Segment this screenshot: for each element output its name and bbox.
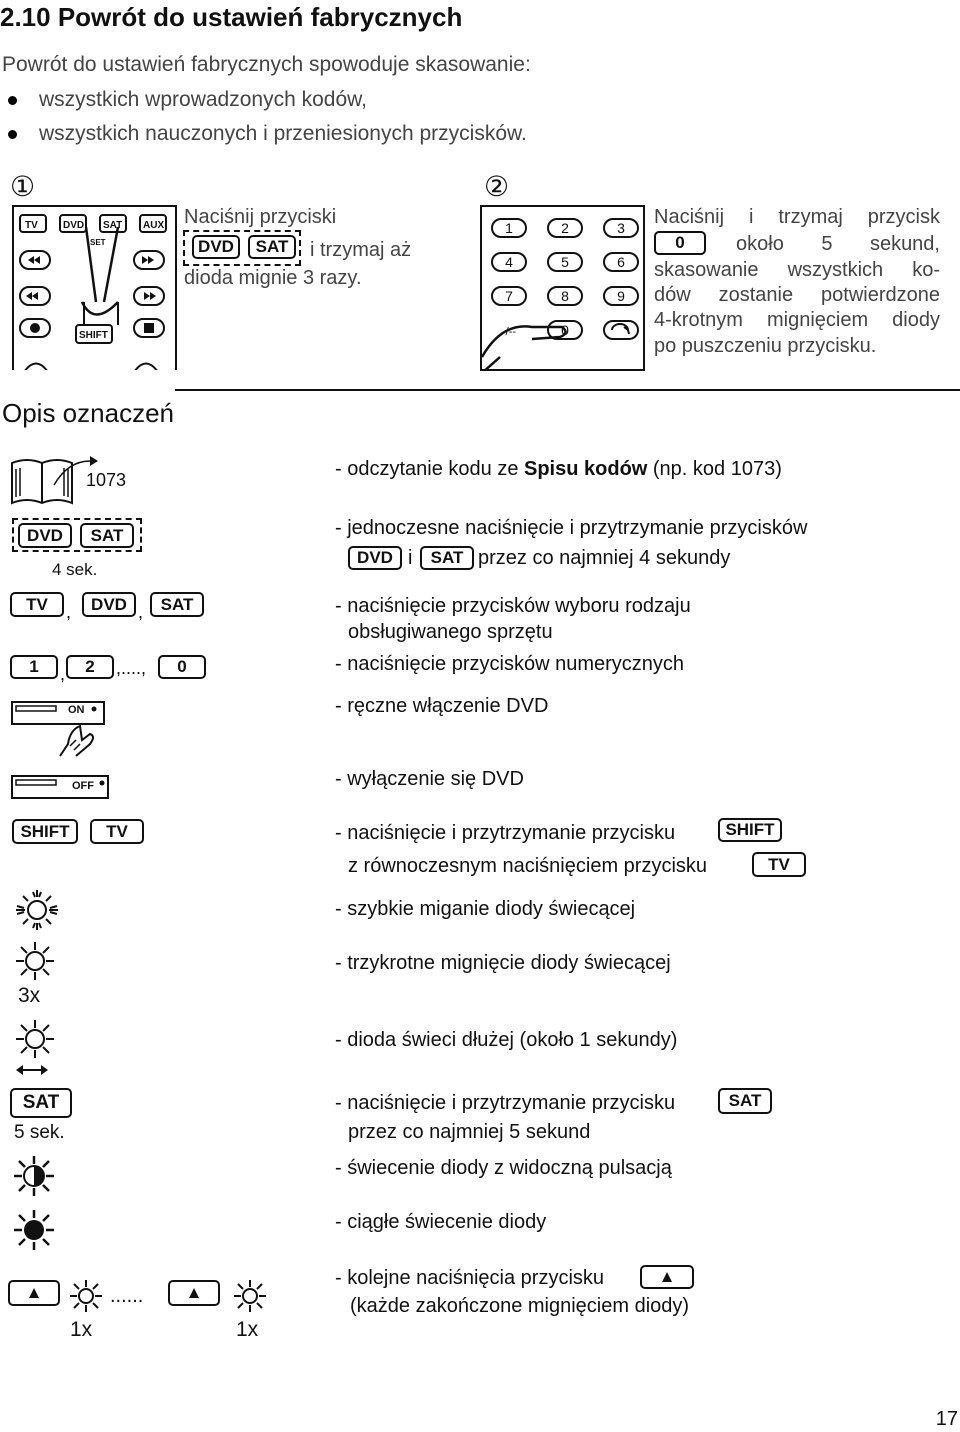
sat-key: SAT [80,523,134,548]
step1-line2: i trzymaj aż [310,239,412,261]
svg-text:2: 2 [561,220,569,236]
svg-text:-/--: -/-- [501,326,517,338]
count-caption: 1x [236,1318,259,1341]
page-number: 17 [935,1408,958,1430]
tv-key: TV [10,592,64,617]
step1-line3: dioda mignie 3 razy. [184,267,362,289]
bullet-item: wszystkich wprowadzonych kodów, [8,87,367,112]
legend-desc-4: - naciśnięcie przycisków numerycznych [335,653,685,675]
step1-line1: Naciśnij przyciski [184,206,337,228]
step2-line6: po puszczeniu przycisku. [654,335,877,357]
comma: , [138,602,144,622]
step2-line5: 4-krotnym mignięciem diody [654,309,940,331]
digit-0-key: 0 [158,655,206,679]
connector-text: i [408,547,413,569]
led-long-icon [14,1018,56,1060]
ellipsis: ,...., [116,658,147,678]
svg-text:7: 7 [505,288,513,304]
svg-text:SHIFT: SHIFT [79,330,108,341]
shift-key: SHIFT [718,818,782,842]
legend-desc-5: - ręczne włączenie DVD [335,695,549,717]
up-key: ▲ [8,1280,60,1306]
sat-key: SAT [420,546,474,570]
on-label: ON [68,704,85,716]
svg-text:5: 5 [561,254,569,270]
legend-desc-1: - odczytanie kodu ze Spisu kodów (np. kod 1073) [335,458,782,480]
digit-1-key: 1 [10,655,58,679]
step-marker-1: ① [10,171,36,202]
intro-text: Powrót do ustawień fabrycznych spowoduje skasowanie: [2,53,531,76]
duration-caption: 4 sek. [52,560,98,579]
svg-text:SET: SET [90,238,106,247]
tv-key: TV [752,852,806,877]
led-blink-icon [68,1278,104,1314]
duration-caption: 5 sek. [14,1122,65,1143]
dvd-key: DVD [82,592,136,617]
legend-desc-10: - dioda świeci dłużej (około 1 sekundy) [335,1029,678,1051]
svg-text:1: 1 [505,220,513,236]
step-marker-2: ② [484,171,510,202]
step2-line2: około 5 sekund, [736,233,940,255]
up-key: ▲ [640,1265,694,1289]
legend-desc-3b: obsługiwanego sprzętu [348,621,553,643]
led-pulse-icon [12,1154,56,1198]
count-caption: 3x [18,984,41,1007]
sat-key: SAT [10,1088,72,1118]
comma: , [60,664,66,684]
svg-text:TV: TV [25,220,38,231]
count-caption: 1x [70,1318,93,1341]
svg-text:8: 8 [561,288,569,304]
off-label: OFF [72,780,94,792]
bullet-item: wszystkich nauczonych i przeniesionych przycisków. [8,121,527,146]
dvd-key: DVD [348,546,402,570]
svg-text:AUX: AUX [143,220,165,231]
svg-text:6: 6 [617,254,625,270]
legend-desc-12: - świecenie diody z widoczną pulsacją [335,1157,672,1179]
legend-desc-9: - trzykrotne mignięcie diody świecącej [335,952,671,974]
sat-key: SAT [150,592,204,617]
legend-desc-14b: (każde zakończone mignięciem diody) [350,1295,690,1317]
zero-key: 0 [654,231,706,255]
ellipsis: ...... [110,1285,144,1307]
dvd-key: DVD [18,523,72,548]
legend-desc-8: - szybkie miganie diody świecącej [335,898,636,920]
led-blink-icon [14,940,56,982]
legend-desc-7: - naciśnięcie i przytrzymanie przycisku [335,822,676,844]
legend-desc-11b: przez co najmniej 5 sekund [348,1121,591,1143]
remote-buttons-icon [14,207,177,370]
tv-key: TV [90,819,144,844]
up-key: ▲ [168,1280,220,1306]
book-code: 1073 [86,470,127,490]
svg-text:9: 9 [617,288,625,304]
step2-line3: skasowanie wszystkich ko- [654,259,940,281]
power-off-icon [10,774,110,800]
legend-desc-14: - kolejne naciśnięcia przycisku [335,1267,605,1289]
remote-illustration [12,205,177,370]
sat-key: SAT [248,235,296,259]
legend-desc-13: - ciągłe świecenie diody [335,1211,547,1233]
legend-desc-2: - jednoczesne naciśnięcie i przytrzymanie przycisków [335,517,808,539]
step2-line1: Naciśnij i trzymaj przycisk [654,206,940,228]
digit-2-key: 2 [66,655,114,679]
bullet-icon [8,96,17,105]
svg-text:0: 0 [561,322,569,338]
section-title: 2.10 Powrót do ustawień fabrycznych [0,2,463,32]
keypad-illustration [480,205,645,371]
legend-desc-3: - naciśnięcie przycisków wyboru rodzaju [335,595,691,617]
bullet-icon [8,130,17,139]
shift-key: SHIFT [12,819,78,844]
step2-line4: dów zostanie potwierdzone [654,284,940,306]
svg-text:4: 4 [505,254,513,270]
led-solid-icon [12,1208,56,1252]
dvd-key: DVD [192,235,240,259]
svg-text:3: 3 [617,220,625,236]
sat-key: SAT [718,1088,772,1114]
legend-desc-11: - naciśnięcie i przytrzymanie przycisku [335,1092,676,1114]
led-fast-blink-icon [14,888,60,932]
legend-desc-7b: z równoczesnym naciśnięciem przycisku [348,855,708,877]
legend-desc-2b: przez co najmniej 4 sekundy [478,547,731,569]
section-divider [175,389,960,391]
keypad-hand-icon [482,207,645,371]
led-blink-icon [232,1278,268,1314]
swap-icon [612,324,629,334]
svg-text:SAT: SAT [103,220,123,231]
legend-desc-6: - wyłączenie się DVD [335,768,524,790]
comma: , [66,602,72,622]
double-arrow-icon [16,1064,48,1076]
svg-text:DVD: DVD [63,220,85,231]
power-on-hand-icon [10,700,110,758]
legend-title: Opis oznaczeń [2,398,174,428]
